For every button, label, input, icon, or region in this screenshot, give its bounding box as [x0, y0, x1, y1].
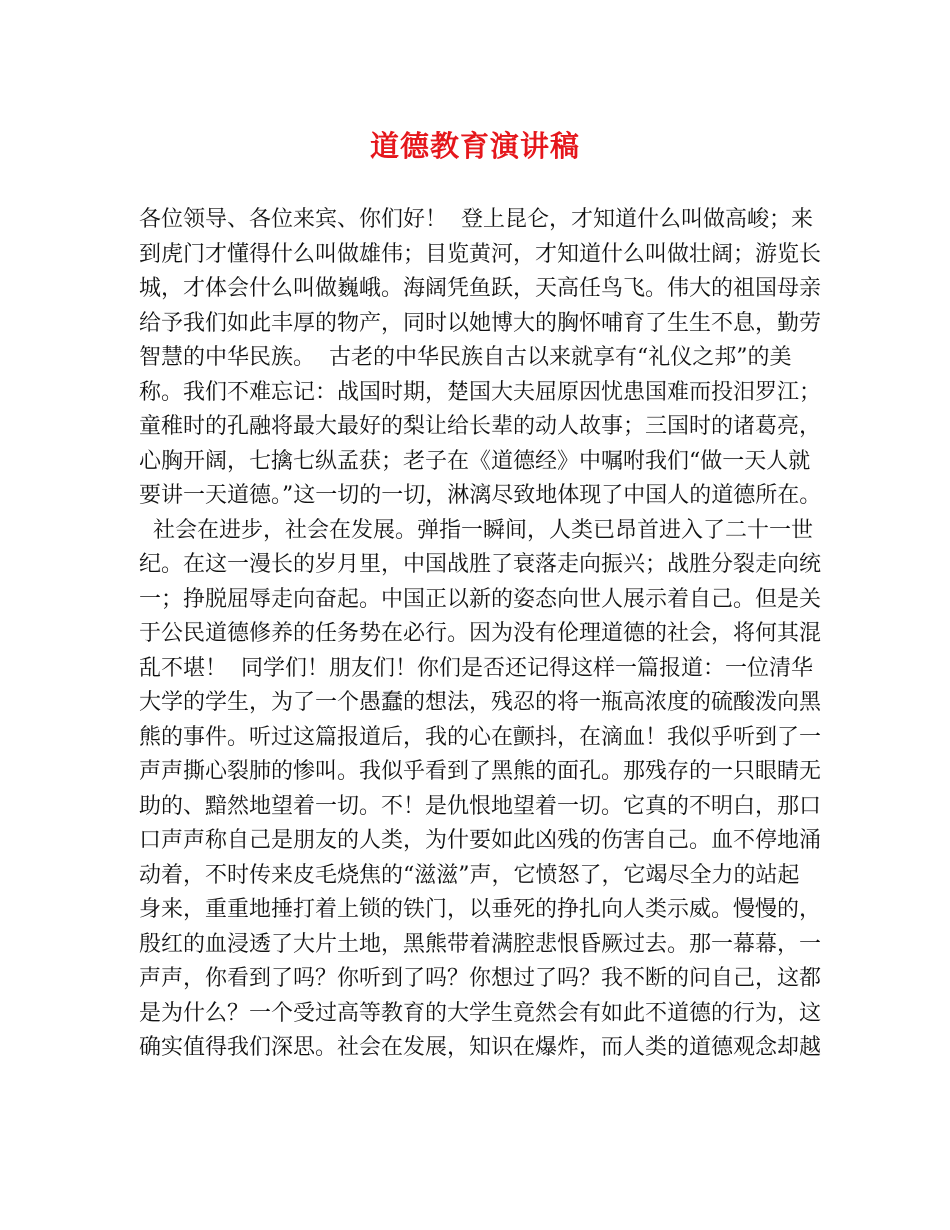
body-line: 要讲一天道德。”这一切的一切，淋漓尽致地体现了中国人的道德所在。 — [139, 483, 822, 508]
body-line: 给予我们如此丰厚的物产，同时以她博大的胸怀哺育了生生不息，勤劳 — [139, 310, 822, 336]
body-line: 身来，重重地捶打着上锁的铁门，以垂死的挣扎向人类示威。慢慢的， — [139, 897, 822, 922]
body-line: 童稚时的孔融将最大最好的梨让给长辈的动人故事；三国时的诸葛亮， — [139, 414, 822, 439]
body-line: 大学的学生，为了一个愚蠢的想法，残忍的将一瓶高浓度的硫酸泼向黑 — [139, 690, 822, 715]
body-line: 是为什么？一个受过高等教育的大学生竟然会有如此不道德的行为，这 — [139, 1000, 822, 1026]
body-line: 熊的事件。听过这篇报道后，我的心在颤抖，在滴血！我似乎听到了一 — [139, 724, 822, 750]
body-line: 动着，不时传来皮毛烧焦的“滋滋”声，它愤怒了，它竭尽全力的站起 — [139, 862, 800, 888]
body-line: 助的、黯然地望着一切。不！是仇恨地望着一切。它真的不明白，那口 — [139, 793, 822, 819]
body-line: 于公民道德修养的任务势在必行。因为没有伦理道德的社会，将何其混 — [139, 621, 822, 646]
body-line: 声声，你看到了吗？你听到了吗？你想过了吗？我不断的问自己，这都 — [139, 966, 822, 991]
body-line: 口声声称自己是朋友的人类，为什要如此凶残的伤害自己。血不停地涌 — [139, 828, 822, 853]
document-body — [139, 203, 839, 1066]
document-title: 道德教育演讲稿 — [369, 129, 580, 163]
body-line: 乱不堪！ 同学们！朋友们！你们是否还记得这样一篇报道：一位清华 — [139, 655, 813, 681]
body-line: 社会在进步，社会在发展。弹指一瞬间，人类已昂首进入了二十一世 — [139, 517, 813, 543]
body-line: 确实值得我们深思。社会在发展，知识在爆炸，而人类的道德观念却越 — [139, 1035, 822, 1060]
body-line: 智慧的中华民族。 古老的中华民族自古以来就享有“礼仪之邦”的美 — [139, 345, 792, 370]
body-line: 声声撕心裂肺的惨叫。我似乎看到了黑熊的面孔。那残存的一只眼睛无 — [139, 759, 822, 784]
body-line: 到虎门才懂得什么叫做雄伟；目览黄河，才知道什么叫做壮阔；游览长 — [139, 241, 822, 267]
body-line: 心胸开阔，七擒七纵孟获；老子在《道德经》中嘱咐我们“做一天人就 — [139, 448, 811, 474]
body-line: 一；挣脱屈辱走向奋起。中国正以新的姿态向世人展示着自己。但是关 — [139, 586, 822, 612]
body-line: 城，才体会什么叫做巍峨。海阔凭鱼跃，天高任鸟飞。伟大的祖国母亲 — [139, 276, 822, 301]
body-line: 称。我们不难忘记：战国时期，楚国大夫屈原因忧患国难而投汨罗江； — [139, 379, 822, 405]
body-line: 各位领导、各位来宾、你们好！ 登上昆仑，才知道什么叫做高峻；来 — [139, 207, 813, 232]
body-line: 纪。在这一漫长的岁月里，中国战胜了衰落走向振兴；战胜分裂走向统 — [139, 552, 822, 577]
body-line: 殷红的血浸透了大片土地，黑熊带着满腔悲恨昏厥过去。那一幕幕，一 — [139, 931, 822, 957]
